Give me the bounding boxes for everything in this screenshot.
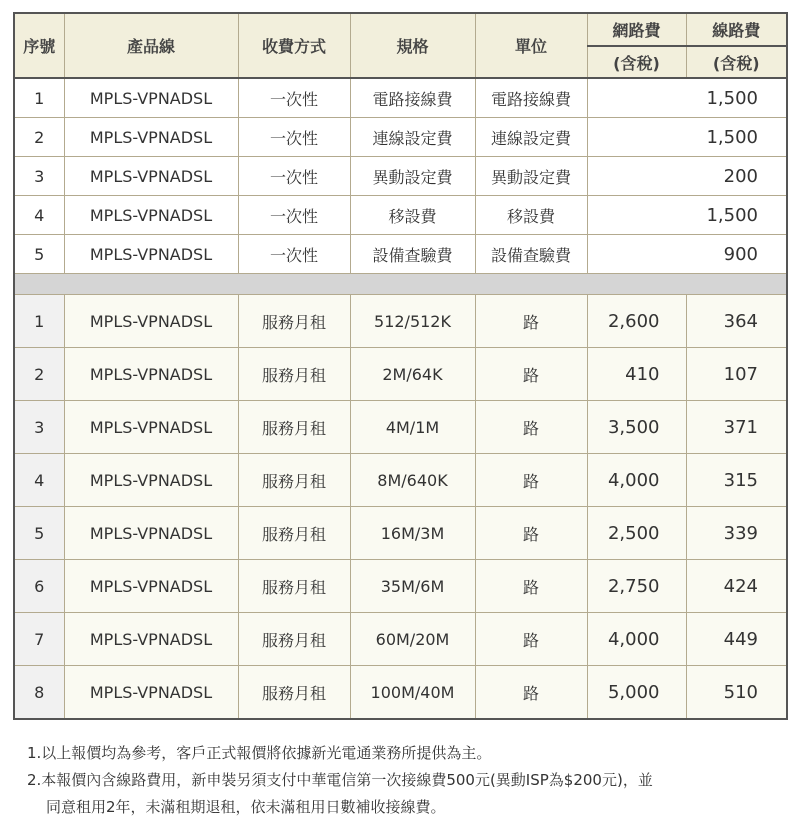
- cell-unit: 路: [475, 666, 587, 720]
- monthly-fees-section: [14, 295, 787, 720]
- cell-seq: 1: [14, 78, 64, 118]
- cell-seq: 8: [14, 666, 64, 720]
- cell-spec: 電路接線費: [350, 78, 475, 118]
- cell-unit: 路: [475, 613, 587, 666]
- cell-method: 服務月租: [238, 348, 350, 401]
- cell-product: MPLS-VPNADSL: [64, 295, 238, 348]
- cell-seq: 4: [14, 196, 64, 235]
- table-row: [14, 118, 787, 157]
- cell-product: MPLS-VPNADSL: [64, 507, 238, 560]
- cell-spec: 4M/1M: [350, 401, 475, 454]
- cell-unit: 異動設定費: [475, 157, 587, 196]
- table-row: [14, 666, 787, 720]
- table-row: [14, 78, 787, 118]
- table-row: [14, 454, 787, 507]
- table-row: [14, 401, 787, 454]
- cell-product: MPLS-VPNADSL: [64, 235, 238, 274]
- price-table-container: [13, 12, 786, 720]
- cell-product: MPLS-VPNADSL: [64, 401, 238, 454]
- cell-product: MPLS-VPNADSL: [64, 560, 238, 613]
- cell-unit: 電路接線費: [475, 78, 587, 118]
- cell-seq: 1: [14, 295, 64, 348]
- header-product: 產品線: [64, 13, 238, 78]
- cell-product: MPLS-VPNADSL: [64, 666, 238, 720]
- header-network-tax: (含稅): [587, 46, 686, 78]
- cell-line-fee: 510: [686, 666, 787, 720]
- cell-method: 服務月租: [238, 401, 350, 454]
- table-row: [14, 235, 787, 274]
- cell-line-fee: 315: [686, 454, 787, 507]
- cell-unit: 連線設定費: [475, 118, 587, 157]
- cell-unit: 路: [475, 454, 587, 507]
- table-row: [14, 507, 787, 560]
- section-separator: [14, 274, 787, 295]
- cell-network-fee: 2,600: [587, 295, 686, 348]
- cell-spec: 異動設定費: [350, 157, 475, 196]
- table-row: [14, 613, 787, 666]
- cell-line-fee: 107: [686, 348, 787, 401]
- one-time-fees-section: [14, 78, 787, 274]
- header-seq: 序號: [14, 13, 64, 78]
- cell-seq: 4: [14, 454, 64, 507]
- cell-unit: 設備查驗費: [475, 235, 587, 274]
- cell-amount: 900: [587, 235, 787, 274]
- cell-method: 一次性: [238, 157, 350, 196]
- cell-seq: 7: [14, 613, 64, 666]
- cell-unit: 路: [475, 348, 587, 401]
- header-line-fee: 線路費: [686, 13, 787, 46]
- table-row: [14, 295, 787, 348]
- footnote-2-continued: 同意租用2年，未滿租期退租，依未滿租用日數補收接線費。: [46, 798, 446, 816]
- cell-line-fee: 424: [686, 560, 787, 613]
- cell-amount: 1,500: [587, 118, 787, 157]
- cell-seq: 5: [14, 507, 64, 560]
- cell-spec: 8M/640K: [350, 454, 475, 507]
- cell-seq: 5: [14, 235, 64, 274]
- cell-spec: 設備查驗費: [350, 235, 475, 274]
- cell-method: 服務月租: [238, 613, 350, 666]
- cell-spec: 移設費: [350, 196, 475, 235]
- cell-spec: 60M/20M: [350, 613, 475, 666]
- cell-amount: 1,500: [587, 196, 787, 235]
- cell-method: 服務月租: [238, 454, 350, 507]
- table-row: [14, 560, 787, 613]
- cell-line-fee: 364: [686, 295, 787, 348]
- cell-product: MPLS-VPNADSL: [64, 196, 238, 235]
- price-table: [13, 12, 788, 720]
- cell-seq: 2: [14, 118, 64, 157]
- cell-spec: 2M/64K: [350, 348, 475, 401]
- header-method: 收費方式: [238, 13, 350, 78]
- footnote-2: 2.本報價內含線路費用，新申裝另須支付中華電信第一次接線費500元(異動ISP為$200元)，並: [27, 771, 653, 789]
- header-unit: 單位: [475, 13, 587, 78]
- cell-method: 服務月租: [238, 560, 350, 613]
- cell-line-fee: 449: [686, 613, 787, 666]
- cell-product: MPLS-VPNADSL: [64, 348, 238, 401]
- cell-unit: 移設費: [475, 196, 587, 235]
- cell-line-fee: 339: [686, 507, 787, 560]
- footnote-1: 1.以上報價均為參考，客戶正式報價將依據新光電通業務所提供為主。: [27, 744, 492, 762]
- cell-amount: 1,500: [587, 78, 787, 118]
- cell-network-fee: 5,000: [587, 666, 686, 720]
- header-network-fee: 網路費: [587, 13, 686, 46]
- cell-seq: 3: [14, 401, 64, 454]
- cell-seq: 2: [14, 348, 64, 401]
- cell-unit: 路: [475, 295, 587, 348]
- table-row: [14, 157, 787, 196]
- cell-network-fee: 410: [587, 348, 686, 401]
- cell-network-fee: 2,750: [587, 560, 686, 613]
- cell-method: 一次性: [238, 235, 350, 274]
- table-row: [14, 348, 787, 401]
- cell-product: MPLS-VPNADSL: [64, 118, 238, 157]
- cell-method: 服務月租: [238, 295, 350, 348]
- cell-unit: 路: [475, 560, 587, 613]
- cell-product: MPLS-VPNADSL: [64, 613, 238, 666]
- cell-spec: 512/512K: [350, 295, 475, 348]
- cell-unit: 路: [475, 507, 587, 560]
- cell-network-fee: 3,500: [587, 401, 686, 454]
- cell-network-fee: 2,500: [587, 507, 686, 560]
- cell-line-fee: 371: [686, 401, 787, 454]
- header-spec: 規格: [350, 13, 475, 78]
- cell-spec: 35M/6M: [350, 560, 475, 613]
- table-header: [14, 13, 787, 78]
- cell-unit: 路: [475, 401, 587, 454]
- cell-spec: 16M/3M: [350, 507, 475, 560]
- table-row: [14, 196, 787, 235]
- header-line-tax: (含稅): [686, 46, 787, 78]
- cell-method: 服務月租: [238, 507, 350, 560]
- cell-method: 服務月租: [238, 666, 350, 720]
- cell-amount: 200: [587, 157, 787, 196]
- cell-spec: 連線設定費: [350, 118, 475, 157]
- footnotes: [27, 740, 653, 821]
- cell-product: MPLS-VPNADSL: [64, 157, 238, 196]
- cell-network-fee: 4,000: [587, 454, 686, 507]
- cell-spec: 100M/40M: [350, 666, 475, 720]
- cell-product: MPLS-VPNADSL: [64, 78, 238, 118]
- cell-product: MPLS-VPNADSL: [64, 454, 238, 507]
- cell-seq: 6: [14, 560, 64, 613]
- cell-method: 一次性: [238, 196, 350, 235]
- cell-network-fee: 4,000: [587, 613, 686, 666]
- cell-seq: 3: [14, 157, 64, 196]
- cell-method: 一次性: [238, 118, 350, 157]
- separator-row: [14, 274, 787, 295]
- cell-method: 一次性: [238, 78, 350, 118]
